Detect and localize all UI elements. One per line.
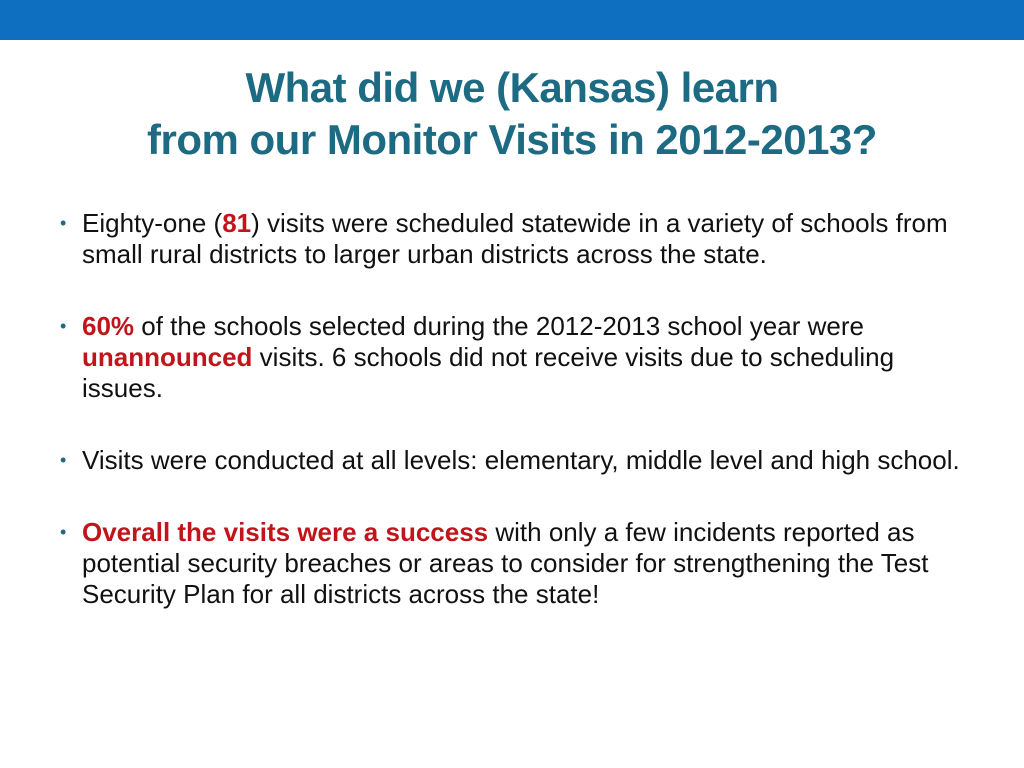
highlight-count: 81 bbox=[222, 208, 252, 238]
slide-title bbox=[0, 62, 1024, 166]
bullet-dot-icon: • bbox=[60, 316, 67, 336]
bullet-text: with only a few incidents reported as potential security breaches or areas to consider for strengthening the Test Security Plan for all districts across the state! bbox=[82, 517, 929, 609]
bullet-text: Visits were conducted at all levels: elementary, middle level and high school. bbox=[82, 445, 960, 475]
bullet-dot-icon: • bbox=[60, 522, 67, 542]
bullet-list bbox=[60, 208, 970, 651]
bullet-text: Eighty-one ( bbox=[82, 208, 223, 238]
bullet-dot-icon: • bbox=[60, 213, 67, 233]
title-line-2: from our Monitor Visits in 2012-2013? bbox=[147, 116, 877, 163]
bullet-item-4 bbox=[60, 517, 970, 610]
bullet-text: visits. 6 schools did not receive visits due to scheduling issues. bbox=[82, 342, 895, 403]
highlight-success: Overall the visits were a success bbox=[82, 517, 489, 547]
bullet-item-2 bbox=[60, 311, 970, 404]
title-line-1: What did we (Kansas) learn bbox=[245, 64, 779, 111]
bullet-text: of the schools selected during the 2012-2013 school year were bbox=[134, 311, 864, 341]
bullet-item-3 bbox=[60, 445, 970, 476]
bullet-item-1 bbox=[60, 208, 970, 270]
bullet-dot-icon: • bbox=[60, 450, 67, 470]
highlight-percent: 60% bbox=[82, 311, 135, 341]
highlight-unannounced: unannounced bbox=[82, 342, 253, 372]
top-accent-bar bbox=[0, 0, 1024, 40]
bullet-text: ) visits were scheduled statewide in a variety of schools from small rural districts to larger urban districts across the state. bbox=[82, 208, 948, 269]
